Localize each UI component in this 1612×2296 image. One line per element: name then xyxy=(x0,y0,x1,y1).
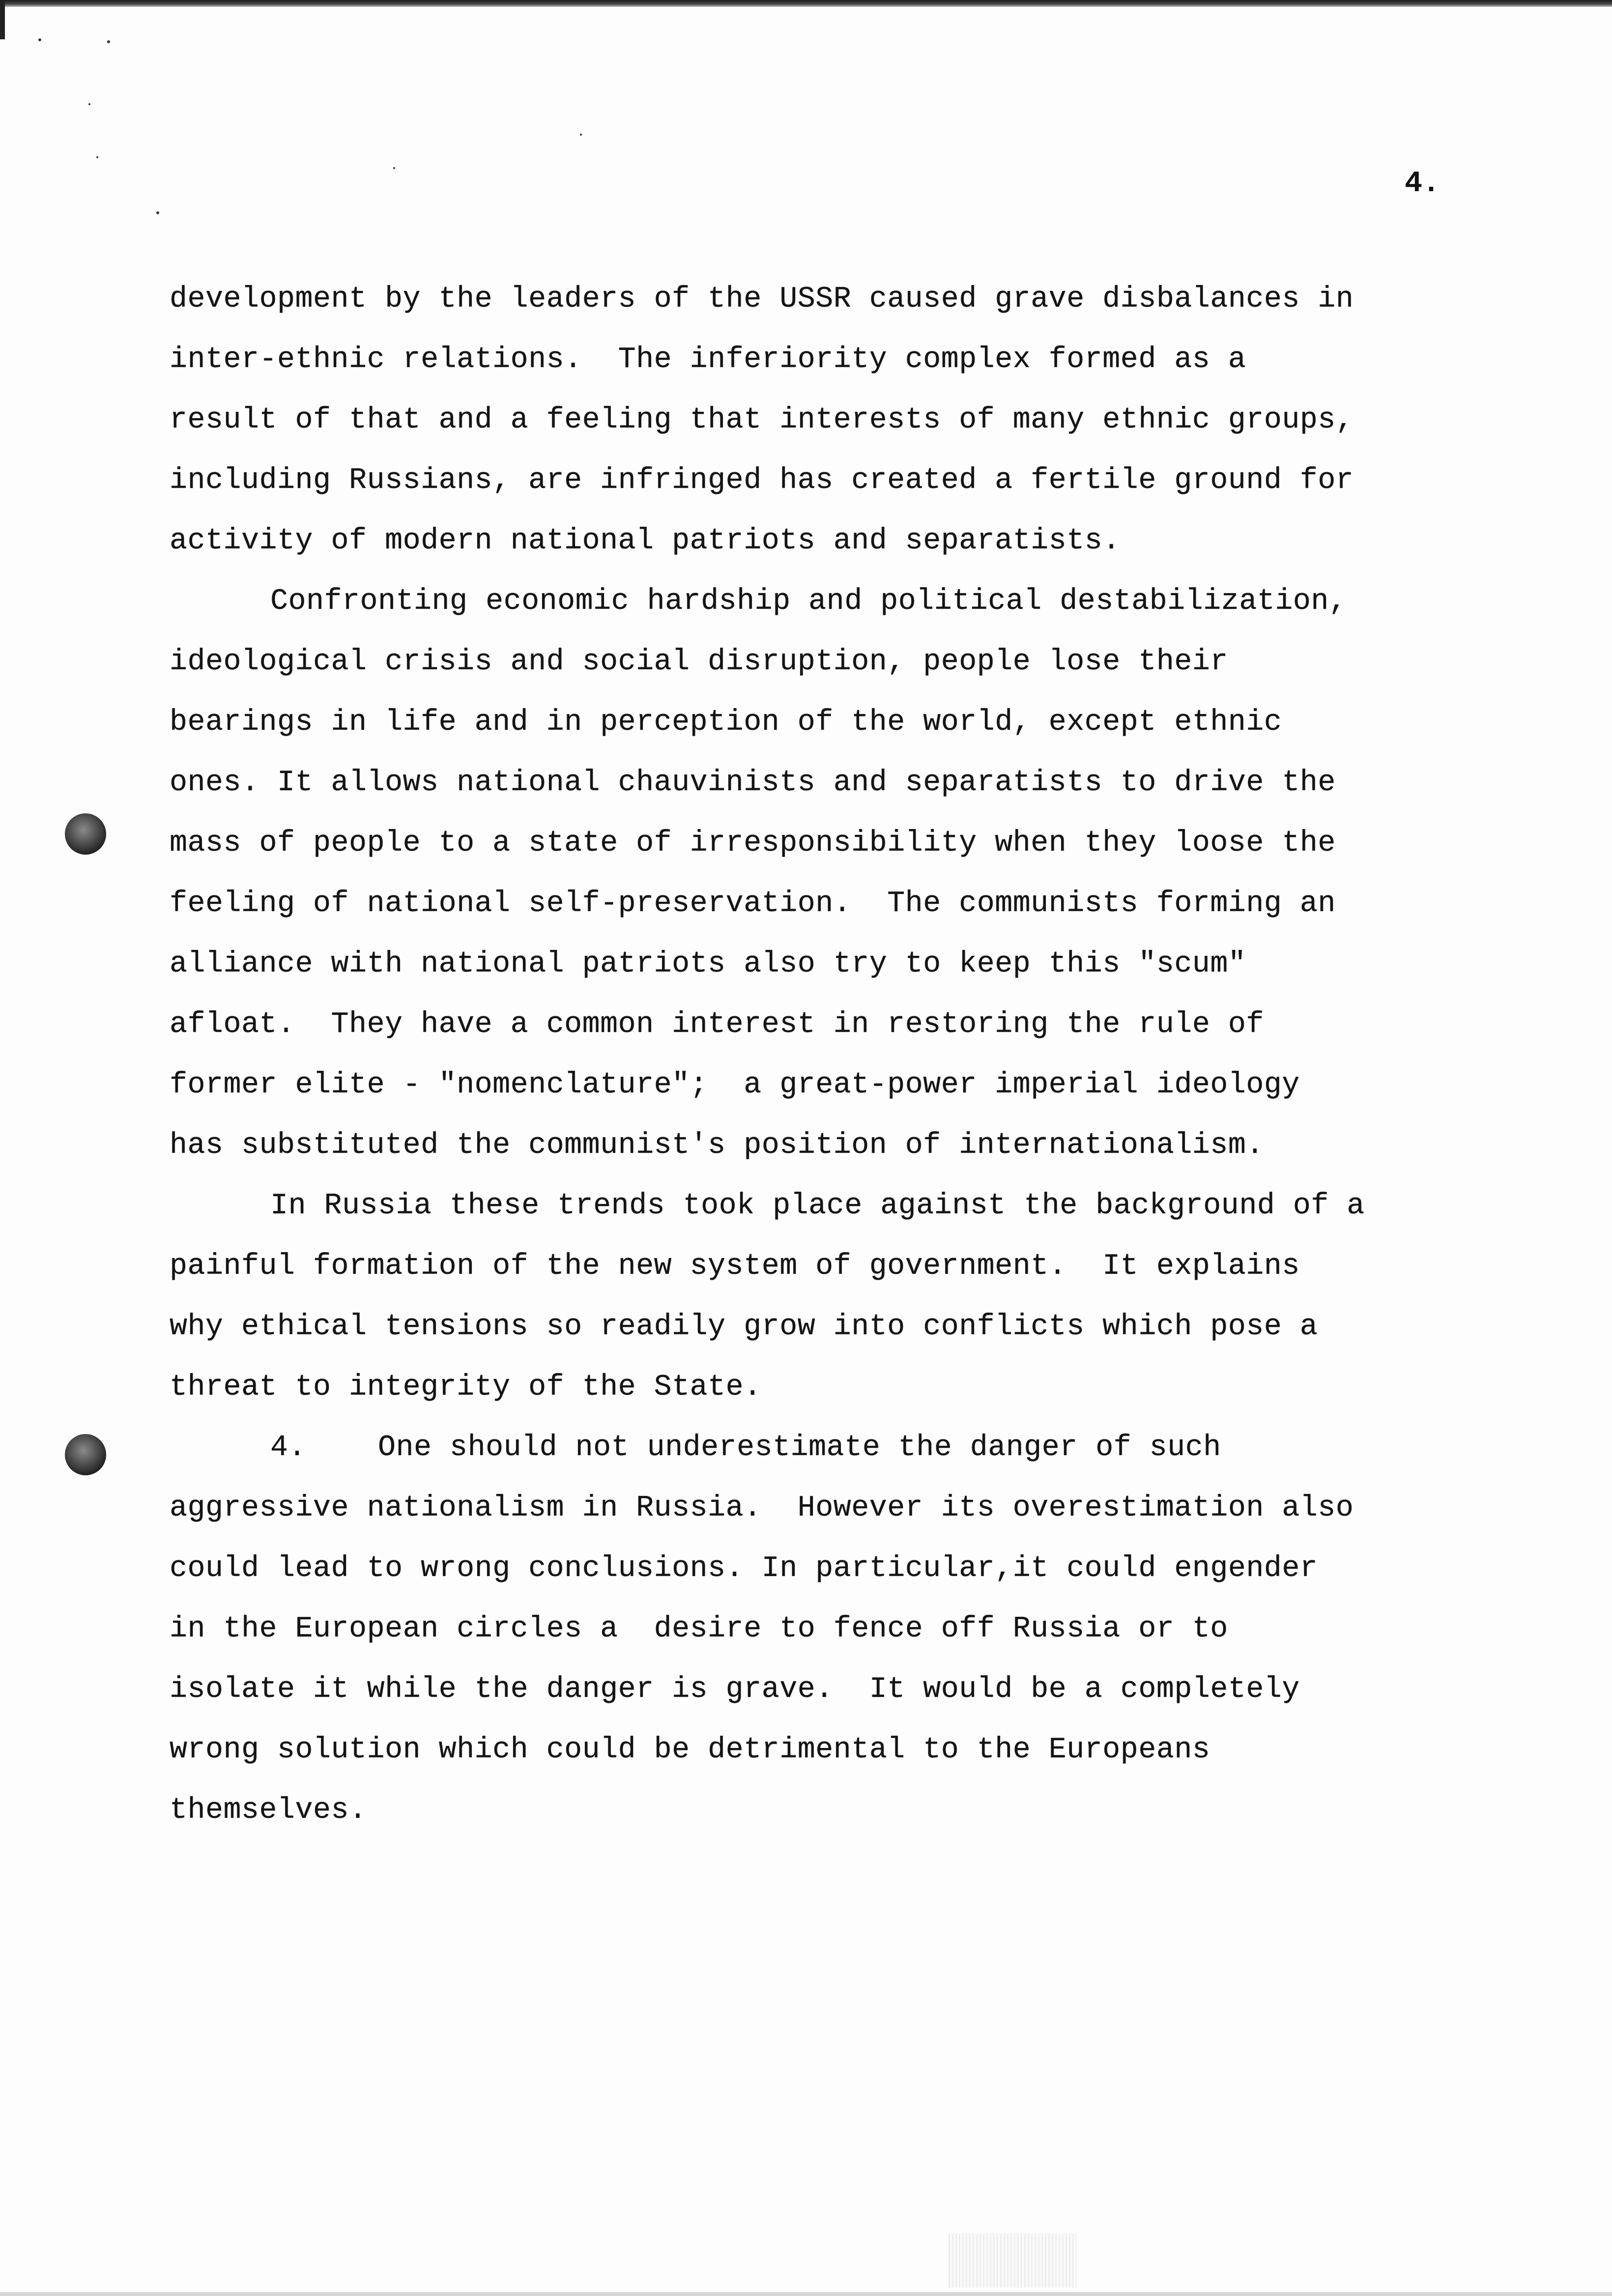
text-line: Confronting economic hardship and political destabilization, xyxy=(270,585,1347,618)
text-line: former elite - "nomenclature"; a great-power imperial ideology xyxy=(170,1068,1300,1102)
scan-speck xyxy=(156,211,159,214)
scan-speck xyxy=(393,167,395,169)
page-number: 4. xyxy=(1405,167,1440,201)
text-line: could lead to wrong conclusions. In particular,it could engender xyxy=(170,1552,1318,1585)
scan-speck xyxy=(88,103,90,105)
scan-speck xyxy=(580,134,582,136)
text-line: in the European circles a desire to fence off Russia or to xyxy=(170,1612,1228,1646)
punch-hole xyxy=(65,813,106,855)
scan-border-top xyxy=(0,0,1612,7)
text-line: afloat. They have a common interest in restoring the rule of xyxy=(170,1008,1264,1041)
text-line: result of that and a feeling that interests of many ethnic groups, xyxy=(170,403,1354,437)
text-line: threat to integrity of the State. xyxy=(170,1371,762,1404)
scan-border-bottom xyxy=(0,2292,1612,2296)
text-line: including Russians, are infringed has created a fertile ground for xyxy=(170,464,1354,497)
text-line: wrong solution which could be detrimental to the Europeans xyxy=(170,1733,1210,1767)
punch-hole xyxy=(65,1434,106,1475)
scan-noise xyxy=(949,2234,1076,2288)
text-line: inter-ethnic relations. The inferiority complex formed as a xyxy=(170,343,1246,376)
scan-speck xyxy=(96,156,98,158)
text-line: activity of modern national patriots and separatists. xyxy=(170,524,1121,558)
document-body xyxy=(170,269,1457,1841)
text-line: alliance with national patriots also try to keep this "scum" xyxy=(170,947,1246,981)
text-line: themselves. xyxy=(170,1794,367,1827)
scan-speck xyxy=(107,40,110,43)
text-line: bearings in life and in perception of the world, except ethnic xyxy=(170,706,1282,739)
scan-border-left xyxy=(0,0,5,39)
text-line: ideological crisis and social disruption, people lose their xyxy=(170,645,1228,679)
text-line: ones. It allows national chauvinists and separatists to drive the xyxy=(170,766,1336,800)
text-line: development by the leaders of the USSR caused grave disbalances in xyxy=(170,283,1354,316)
text-line: aggressive nationalism in Russia. However its overestimation also xyxy=(170,1492,1354,1525)
text-line: feeling of national self-preservation. The communists forming an xyxy=(170,887,1336,920)
text-line: why ethical tensions so readily grow into conflicts which pose a xyxy=(170,1310,1318,1344)
text-line: isolate it while the danger is grave. It would be a completely xyxy=(170,1673,1300,1706)
text-line: mass of people to a state of irresponsibility when they loose the xyxy=(170,827,1336,860)
scan-speck xyxy=(38,38,41,41)
text-line: painful formation of the new system of government. It explains xyxy=(170,1250,1300,1283)
text-line: has substituted the communist's position of internationalism. xyxy=(170,1129,1264,1162)
text-line: In Russia these trends took place against the background of a xyxy=(270,1189,1365,1223)
text-line: 4. One should not underestimate the danger of such xyxy=(270,1431,1221,1464)
